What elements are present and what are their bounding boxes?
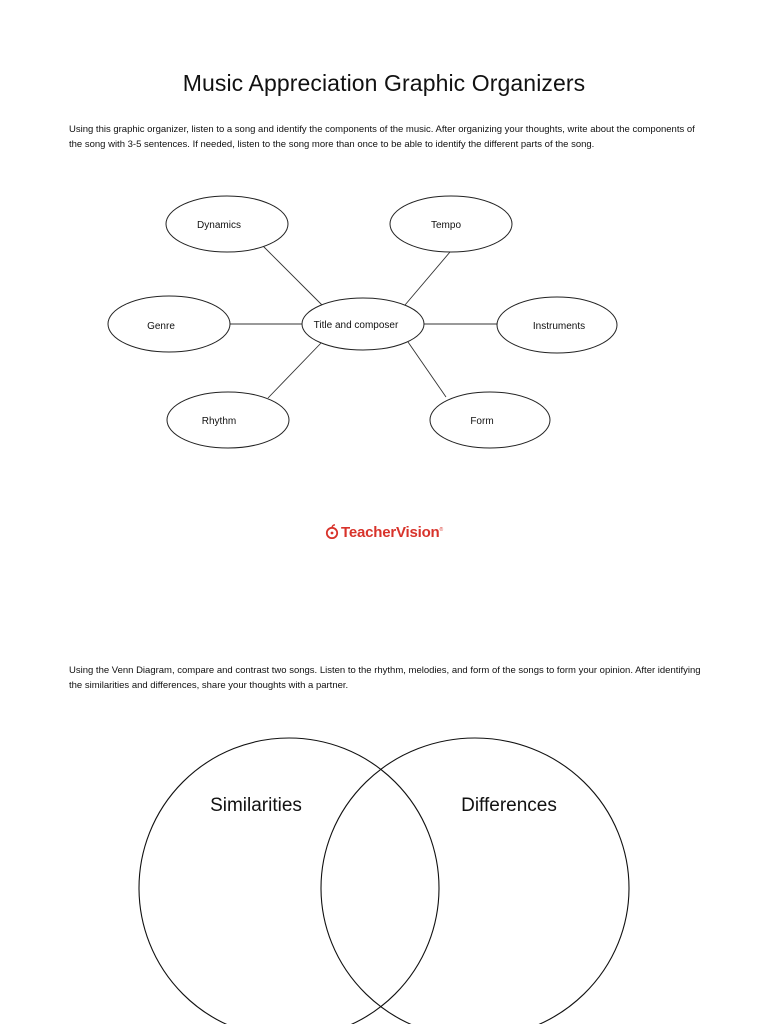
logo-trademark: ®	[439, 527, 444, 533]
venn-left-circle	[139, 738, 439, 1024]
node-form-label: Form	[470, 416, 494, 427]
node-center-label: Title and composer	[313, 320, 399, 331]
venn-right-circle	[321, 738, 629, 1024]
venn-paragraph: Using the Venn Diagram, compare and contrast two songs. Listen to the rhythm, melodies, and form of the songs to form your opinion. After identifying the similarities and differences, share your thoughts with a partner.	[69, 665, 701, 691]
logo-brand-text: TeacherVision	[340, 524, 440, 541]
node-dynamics-label: Dynamics	[197, 220, 241, 231]
venn-left-label: Similarities	[210, 795, 302, 816]
venn-right-label: Differences	[461, 795, 557, 816]
intro-paragraph: Using this graphic organizer, listen to a song and identify the components of the music. After organizing your thoughts, write about the components of the song with 3-5 sentences. If needed, listen to the song more than once to be able to identify the different parts of the song.	[69, 124, 695, 150]
page-title: Music Appreciation Graphic Organizers	[182, 70, 586, 96]
node-rhythm-label: Rhythm	[201, 416, 237, 427]
node-instruments-label: Instruments	[532, 321, 586, 332]
node-tempo-label: Tempo	[430, 220, 462, 231]
node-genre-label: Genre	[147, 321, 175, 332]
